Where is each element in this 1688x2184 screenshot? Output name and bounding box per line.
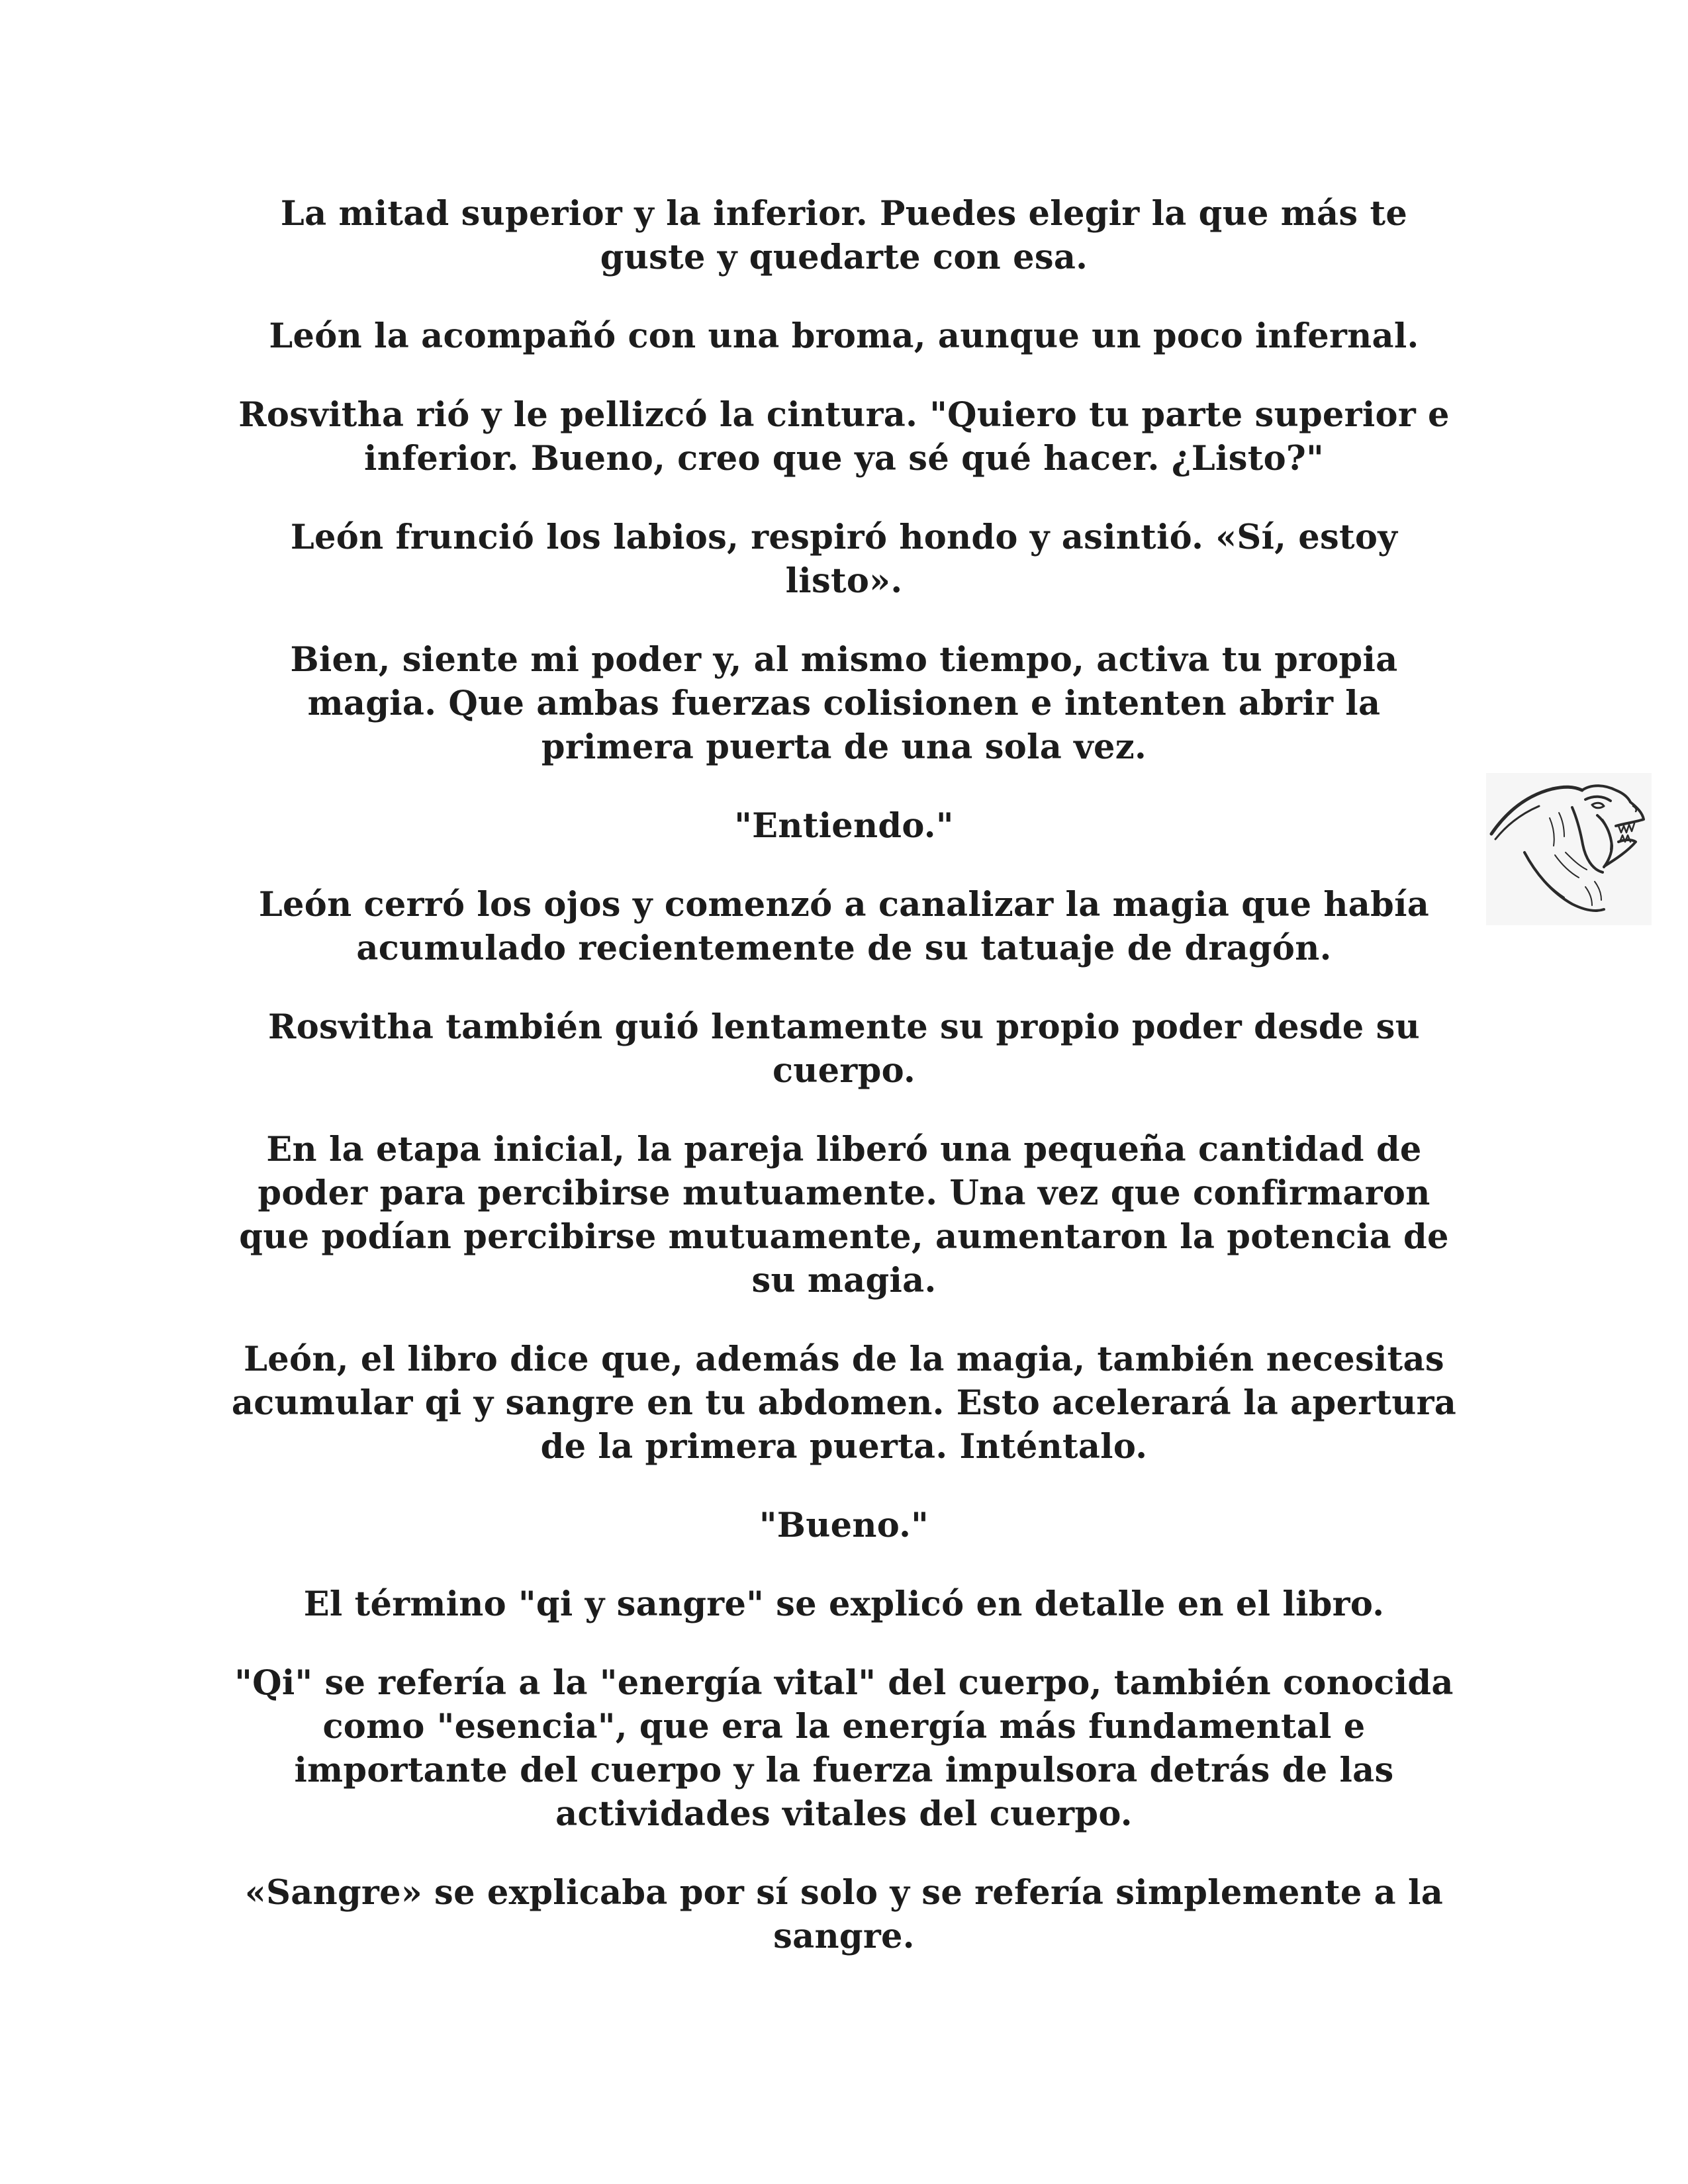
paragraph: El término "qi y sangre" se explicó en detalle en el libro. — [303, 1584, 1385, 1624]
paragraph: "Qi" se refería a la "energía vital" del cuerpo, también conocida como "esencia", que era la energía más fundamental e importante del cuerpo y la fuerza impulsora detrás de las actividades vitales del cuerpo. — [234, 1663, 1454, 1834]
paragraph: "Bueno." — [759, 1506, 929, 1545]
paragraph: León, el libro dice que, además de la magia, también necesitas acumular qi y sangre en tu abdomen. Esto acelerará la apertura de la primera puerta. Inténtalo. — [231, 1340, 1457, 1467]
paragraph: Rosvitha rió y le pellizcó la cintura. "Quiero tu parte superior e inferior. Bueno, creo que ya sé qué hacer. ¿Listo?" — [238, 395, 1450, 478]
paragraph: Bien, siente mi poder y, al mismo tiempo, activa tu propia magia. Que ambas fuerzas colisionen e intenten abrir la primera puerta de una sola vez. — [290, 640, 1398, 767]
paragraph: León frunció los labios, respiró hondo y asintió. «Sí, estoy listo». — [290, 518, 1398, 601]
paragraph: La mitad superior y la inferior. Puedes elegir la que más te guste y quedarte con esa. — [280, 194, 1408, 277]
paragraph: León cerró los ojos y comenzó a canalizar la magia que había acumulado recientemente de su tatuaje de dragón. — [258, 885, 1430, 968]
paragraph: Rosvitha también guió lentamente su propio poder desde su cuerpo. — [268, 1007, 1420, 1091]
dragon-head-sketch-icon — [1486, 773, 1652, 925]
paragraph: En la etapa inicial, la pareja liberó una pequeña cantidad de poder para percibirse mutuamente. Una vez que confirmaron que podían percibirse mutuamente, aumentaron la potencia de su magia. — [239, 1130, 1449, 1300]
body-text — [228, 192, 1460, 1993]
paragraph: "Entiendo." — [734, 806, 954, 846]
paragraph: «Sangre» se explicaba por sí solo y se refería simplemente a la sangre. — [244, 1873, 1444, 1956]
paragraph: León la acompañó con una broma, aunque un poco infernal. — [269, 316, 1419, 356]
